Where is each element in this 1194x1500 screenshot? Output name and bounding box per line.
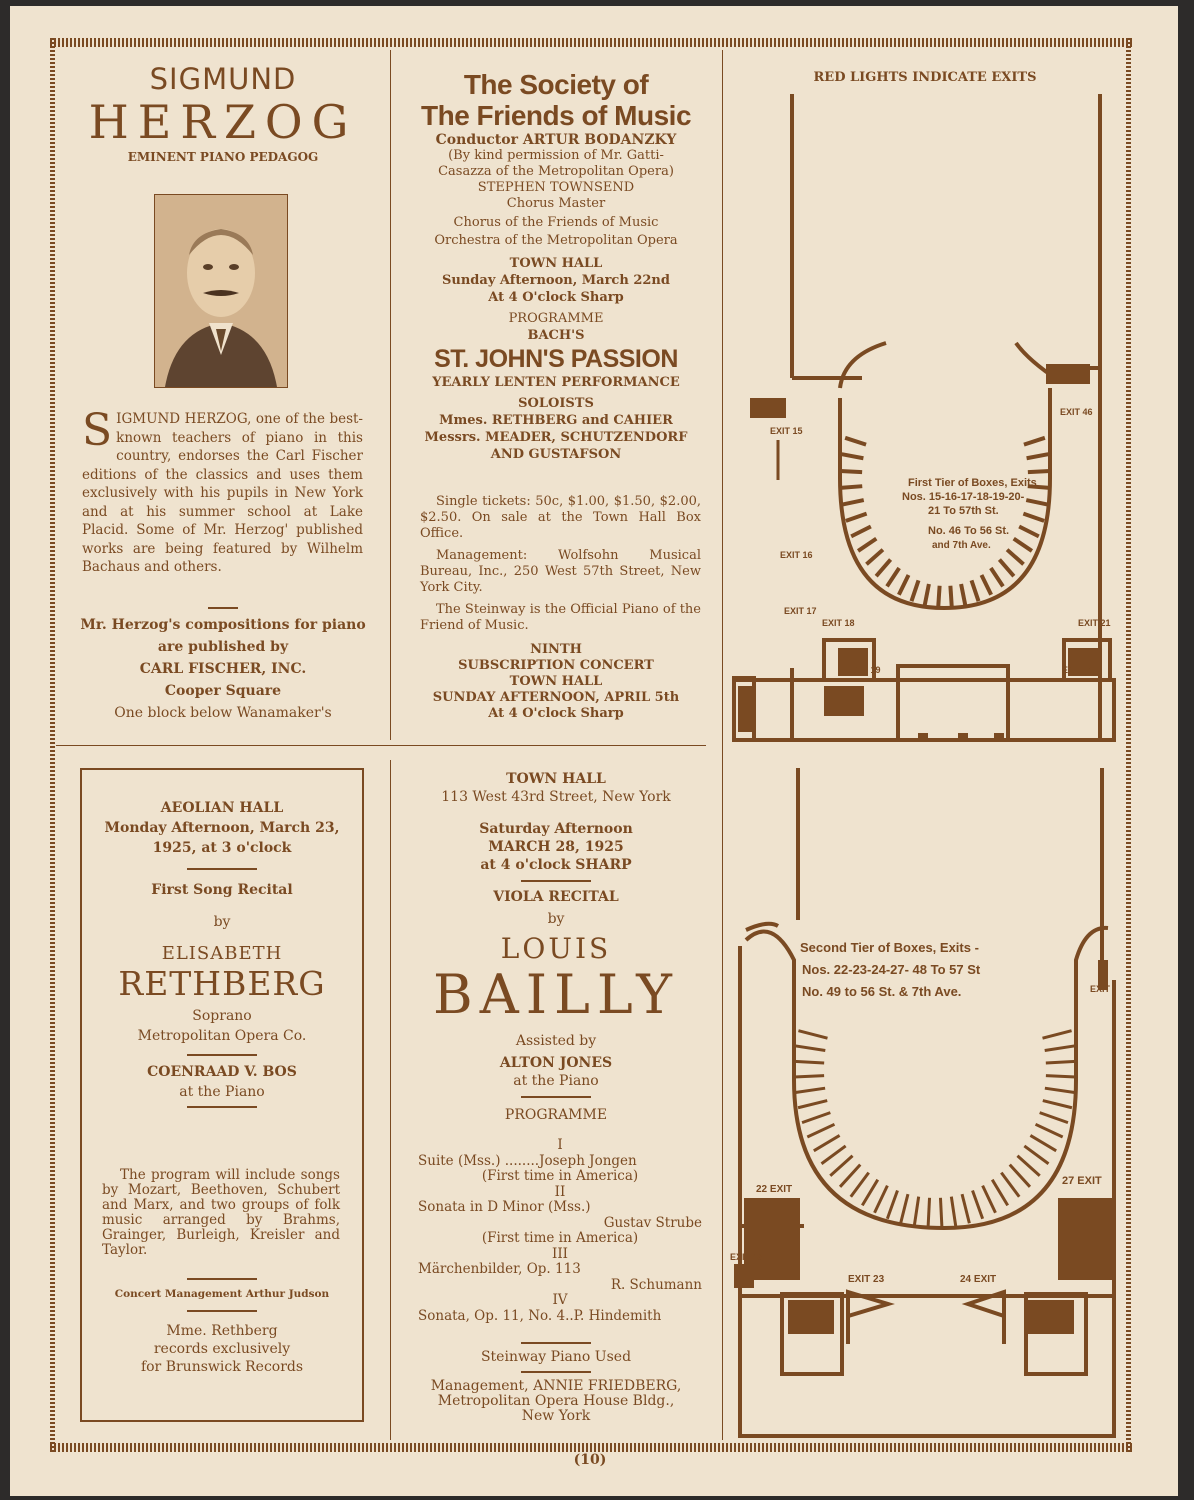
herzog-ad xyxy=(60,62,386,164)
bailly-at-piano: at the Piano xyxy=(513,1073,599,1089)
box-seat-mark xyxy=(973,1190,983,1218)
friends-steinway: The Steinway is the Official Piano of the Friend of Music. xyxy=(420,602,701,633)
box-seat-mark xyxy=(1023,514,1044,521)
herzog-publisher-block xyxy=(60,602,386,724)
friends-time-2: At 4 O'clock Sharp xyxy=(488,706,624,721)
bailly-programme xyxy=(418,1138,702,1324)
box-seat-mark xyxy=(1026,500,1048,504)
rethberg-footer xyxy=(84,1272,360,1376)
right-border xyxy=(1126,38,1131,1452)
box-seat-mark xyxy=(999,560,1013,577)
rethberg-voice: Soprano xyxy=(192,1008,252,1024)
friends-chorus-master-name: STEPHEN TOWNSEND xyxy=(477,180,635,195)
box-seat-mark xyxy=(798,1101,827,1108)
bailly-address: 113 West 43rd Street, New York xyxy=(441,789,671,805)
herzog-bio xyxy=(82,405,363,577)
friends-conductor: Conductor ARTUR BODANZKY xyxy=(435,132,677,148)
friends-chorus-master-title: Chorus Master xyxy=(506,196,606,211)
box-seat-mark xyxy=(887,568,899,586)
bailly-piece-1-note: (First time in America) xyxy=(481,1168,639,1184)
bailly-num-3: III xyxy=(552,1245,568,1262)
box-seat-mark xyxy=(1027,454,1049,458)
plan1-caption-2: Nos. 15-16-17-18-19-20- xyxy=(902,491,1025,503)
rethberg-recital: First Song Recital xyxy=(151,882,293,898)
box-seat-mark xyxy=(925,584,929,606)
box-seat-mark xyxy=(914,1197,918,1227)
friends-yearly: YEARLY LENTEN PERFORMANCE xyxy=(432,375,680,390)
plan2-exit-48: EXIT 48 xyxy=(730,1252,763,1262)
friends-soloists-1: Mmes. RETHBERG and CAHIER xyxy=(439,413,673,428)
plan1-caption-4: No. 46 To 56 St. xyxy=(928,525,1010,537)
friends-work-title: ST. JOHN'S PASSION xyxy=(434,345,678,373)
box-seat-mark xyxy=(840,471,862,472)
bailly-day: Saturday Afternoon xyxy=(479,821,633,837)
box-seat-mark xyxy=(1001,1173,1019,1197)
plan1-exit-21: EXIT 21 xyxy=(1078,618,1111,628)
plan1-caption-5: and 7th Ave. xyxy=(932,540,991,551)
box-seat-mark xyxy=(940,1198,941,1228)
box-seat-mark xyxy=(1030,1135,1056,1150)
plan2-caption-1: Second Tier of Boxes, Exits - xyxy=(800,940,979,955)
top-border xyxy=(50,38,1132,47)
box-seat-mark xyxy=(911,580,918,601)
box-seat-mark xyxy=(845,438,866,445)
bailly-piece-4: Sonata, Op. 11, No. 4..P. Hindemith xyxy=(418,1307,662,1324)
rethberg-records-3: for Brunswick Records xyxy=(140,1359,304,1375)
box-seat-mark xyxy=(830,1156,852,1176)
box-seat-mark xyxy=(1046,1061,1076,1063)
rethberg-by: by xyxy=(213,914,231,930)
box-seat-mark xyxy=(992,1180,1007,1206)
rethberg-management: Concert Management Arthur Judson xyxy=(114,1288,330,1300)
bailly-num-2: II xyxy=(554,1183,566,1200)
plan1-exit-17: EXIT 17 xyxy=(784,606,817,616)
herzog-directions: One block below Wanamaker's xyxy=(114,705,332,721)
box-seat-mark xyxy=(938,586,939,608)
friends-details xyxy=(420,494,701,634)
herzog-address: Cooper Square xyxy=(164,683,282,699)
bailly-ad xyxy=(396,770,716,1124)
bailly-programme-label: PROGRAMME xyxy=(504,1107,608,1123)
plan1-header: RED LIGHTS INDICATE EXITS xyxy=(813,70,1037,85)
plan2-exit-right: EXIT xyxy=(1090,984,1111,994)
friends-date-2: SUNDAY AFTERNOON, APRIL 5th xyxy=(432,690,680,705)
friends-permission-1: (By kind permission of Mr. Gatti- xyxy=(448,148,664,163)
plan1-first-tier-diagram xyxy=(728,88,1120,748)
box-seat-mark xyxy=(1007,550,1023,565)
box-seat-mark xyxy=(950,586,951,608)
bailly-piece-2-composer: Gustav Strube xyxy=(603,1214,702,1231)
friends-venue: TOWN HALL xyxy=(509,256,603,271)
friends-programme-label: PROGRAMME xyxy=(508,311,604,326)
bailly-num-1: I xyxy=(557,1137,563,1153)
rethberg-date-1: Monday Afternoon, March 23, xyxy=(104,820,340,836)
herzog-first-name: SIGMUND xyxy=(149,62,297,96)
rethberg-at-piano: at the Piano xyxy=(179,1084,265,1100)
bailly-first-name: LOUIS xyxy=(500,932,612,965)
box-seat-mark xyxy=(1036,1124,1063,1137)
row-divider xyxy=(56,745,706,746)
bailly-piece-2: Sonata in D Minor (Mss.) xyxy=(418,1199,591,1215)
box-seat-mark xyxy=(842,454,864,458)
box-seat-mark xyxy=(840,486,862,488)
friends-time: At 4 O'clock Sharp xyxy=(488,290,624,305)
herzog-compositions-line: Mr. Herzog's compositions for piano xyxy=(80,617,366,633)
plan1-exit-18: EXIT 18 xyxy=(822,618,855,628)
box-seat-mark xyxy=(1040,1113,1068,1123)
bailly-footer xyxy=(396,1336,716,1424)
bailly-piece-3-composer: R. Schumann xyxy=(610,1276,702,1293)
bailly-piece-2-note: (First time in America) xyxy=(481,1230,639,1246)
box-seat-mark xyxy=(842,500,864,504)
friends-ninth: NINTH xyxy=(530,642,582,657)
box-seat-mark xyxy=(961,584,965,606)
herzog-publisher: CARL FISCHER, INC. xyxy=(139,661,307,677)
box-seat-mark xyxy=(962,1194,969,1223)
box-seat-mark xyxy=(858,539,876,551)
box-seat-mark xyxy=(814,1135,840,1150)
box-seat-mark xyxy=(794,1076,824,1077)
box-seat-mark xyxy=(1045,1046,1075,1051)
box-seat-mark xyxy=(1010,1165,1030,1187)
box-seat-mark xyxy=(795,1088,825,1092)
box-seat-mark xyxy=(875,1186,888,1213)
friends-composer: BACH'S xyxy=(527,328,585,343)
box-seat-mark xyxy=(887,1190,897,1218)
friends-tickets: Single tickets: 50c, $1.00, $1.50, $2.00, $2.50. On sale at the Town Hall Box Office. xyxy=(420,494,701,541)
bailly-piece-3: Märchenbilder, Op. 113 xyxy=(418,1261,581,1277)
box-seat-mark xyxy=(794,1061,824,1063)
plan1-caption-3: 21 To 57th St. xyxy=(928,505,999,517)
box-seat-mark xyxy=(1046,1076,1076,1077)
bailly-steinway: Steinway Piano Used xyxy=(480,1349,632,1365)
box-seat-mark xyxy=(981,575,991,595)
rethberg-venue: AEOLIAN HALL xyxy=(160,800,284,816)
bailly-time: at 4 o'clock SHARP xyxy=(480,857,632,873)
rethberg-first-name: ELISABETH xyxy=(161,943,283,964)
plan1-exit-46: EXIT 46 xyxy=(1060,407,1093,417)
friends-ad xyxy=(396,70,716,463)
box-seat-mark xyxy=(928,1198,929,1228)
rethberg-date-2: 1925, at 3 o'clock xyxy=(152,840,292,856)
box-seat-mark xyxy=(862,1180,877,1206)
rethberg-company: Metropolitan Opera Co. xyxy=(137,1028,307,1044)
box-seat-mark xyxy=(983,1186,996,1213)
rethberg-last-name: RETHBERG xyxy=(118,964,326,1003)
herzog-tagline: EMINENT PIANO PEDAGOG xyxy=(127,150,319,164)
bailly-assisted: Assisted by xyxy=(515,1033,597,1049)
box-seat-mark xyxy=(899,575,909,595)
box-seat-mark xyxy=(1017,1156,1039,1176)
bailly-pianist: ALTON JONES xyxy=(499,1055,613,1071)
bailly-venue: TOWN HALL xyxy=(506,771,606,787)
box-seat-mark xyxy=(1043,1031,1072,1038)
friends-title-line1: The Society of xyxy=(463,69,649,100)
box-seat-mark xyxy=(851,1173,869,1197)
plan2-caption-2: Nos. 22-23-24-27- 48 To 57 St xyxy=(802,962,981,977)
herzog-bio-initial: S xyxy=(82,405,113,456)
box-seat-mark xyxy=(807,1124,834,1137)
rethberg-ad xyxy=(84,798,360,1114)
box-seat-mark xyxy=(1028,471,1050,472)
column-divider-right xyxy=(722,50,723,1440)
plan1-exit-19: EXIT 19 xyxy=(848,665,881,675)
box-seat-mark xyxy=(1019,527,1039,537)
plan1-exit-16: EXIT 16 xyxy=(780,550,813,560)
plan2-caption-3: No. 49 to 56 St. & 7th Ave. xyxy=(802,984,962,999)
box-seat-mark xyxy=(821,1146,845,1164)
rethberg-records-1: Mme. Rethberg xyxy=(166,1323,278,1339)
bailly-management-2: Metropolitan Opera House Bldg., xyxy=(437,1393,675,1409)
column-divider-bottom-left xyxy=(390,760,391,1440)
box-seat-mark xyxy=(991,568,1003,586)
box-seat-mark xyxy=(851,527,871,537)
box-seat-mark xyxy=(1043,1101,1072,1108)
rethberg-pianist: COENRAAD V. BOS xyxy=(147,1064,297,1080)
left-border xyxy=(50,38,55,1452)
box-seat-mark xyxy=(796,1046,826,1051)
plan1-exit-15: EXIT 15 xyxy=(770,426,803,436)
bailly-piece-1: Suite (Mss.) ........Joseph Jongen xyxy=(418,1152,637,1169)
box-seat-mark xyxy=(876,560,890,577)
box-seat-mark xyxy=(1024,438,1045,445)
box-seat-mark xyxy=(866,550,882,565)
friends-title-line2: The Friends of Music xyxy=(420,100,692,131)
rethberg-program: The program will include songs by Mozart, Beethoven, Schubert and Marx, and two groups of folk music arranged by Brahms, Grainger, Burleigh, Kreisler and Taylor. xyxy=(102,1167,340,1258)
friends-soloists-label: SOLOISTS xyxy=(518,396,594,411)
friends-chorus: Chorus of the Friends of Music xyxy=(453,215,659,230)
bailly-recital: VIOLA RECITAL xyxy=(493,889,619,905)
rethberg-records-2: records exclusively xyxy=(153,1341,291,1357)
box-seat-mark xyxy=(802,1113,830,1123)
friends-permission-2: Casazza of the Metropolitan Opera) xyxy=(438,164,674,179)
box-seat-mark xyxy=(951,1197,955,1227)
box-seat-mark xyxy=(798,1031,827,1038)
box-seat-mark xyxy=(1014,539,1032,551)
plan2-exit-23: EXIT 23 xyxy=(848,1274,885,1285)
box-seat-mark xyxy=(1045,1088,1075,1092)
friends-management: Management: Wolfsohn Musical Bureau, Inc., 250 West 57th Street, New York City. xyxy=(420,548,701,595)
friends-date: Sunday Afternoon, March 22nd xyxy=(442,273,670,288)
box-seat-mark xyxy=(972,580,979,601)
box-seat-mark xyxy=(1024,1146,1048,1164)
bailly-management-3: New York xyxy=(521,1408,591,1424)
plan1-exit-20: EXIT 20 xyxy=(1062,665,1095,675)
friends-soloists-3: AND GUSTAFSON xyxy=(490,447,622,462)
bottom-border xyxy=(50,1443,1132,1452)
herzog-published-line: are published by xyxy=(157,639,289,655)
plan2-exit-22: 22 EXIT xyxy=(756,1184,793,1195)
bailly-management-1: Management, ANNIE FRIEDBERG, xyxy=(430,1378,682,1394)
friends-subscription: SUBSCRIPTION CONCERT xyxy=(458,658,654,673)
column-divider-top-left xyxy=(390,50,391,740)
herzog-bio-text: IGMUND HERZOG, one of the best-known teachers of piano in this country, endorses the Carl Fischer editions of the classics and uses them exclusively with his pupils in New York and at his summer school at Lake Placid. Some of Mr. Herzog' published works are being featured by Wilhelm Bachaus and others. xyxy=(82,411,363,575)
bailly-num-4: IV xyxy=(552,1292,568,1308)
bailly-date: MARCH 28, 1925 xyxy=(488,839,624,855)
herzog-portrait xyxy=(154,194,288,388)
friends-ninth-concert xyxy=(396,642,716,722)
plan2-exit-27: 27 EXIT xyxy=(1062,1175,1102,1187)
friends-orchestra: Orchestra of the Metropolitan Opera xyxy=(434,233,678,248)
box-seat-mark xyxy=(846,514,867,521)
bailly-by: by xyxy=(547,911,565,927)
page-number: (10) xyxy=(573,1452,607,1468)
herzog-last-name: HERZOG xyxy=(88,95,358,149)
friends-soloists-2: Messrs. MEADER, SCHUTZENDORF xyxy=(424,430,688,445)
plan2-exit-24: 24 EXIT xyxy=(960,1274,997,1285)
friends-venue-2: TOWN HALL xyxy=(509,674,603,689)
box-seat-mark xyxy=(901,1194,908,1223)
bailly-last-name: BAILLY xyxy=(433,963,679,1026)
plan2-second-tier-diagram xyxy=(728,760,1120,1440)
box-seat-mark xyxy=(840,1165,860,1187)
plan1-caption-1: First Tier of Boxes, Exits xyxy=(908,477,1037,489)
